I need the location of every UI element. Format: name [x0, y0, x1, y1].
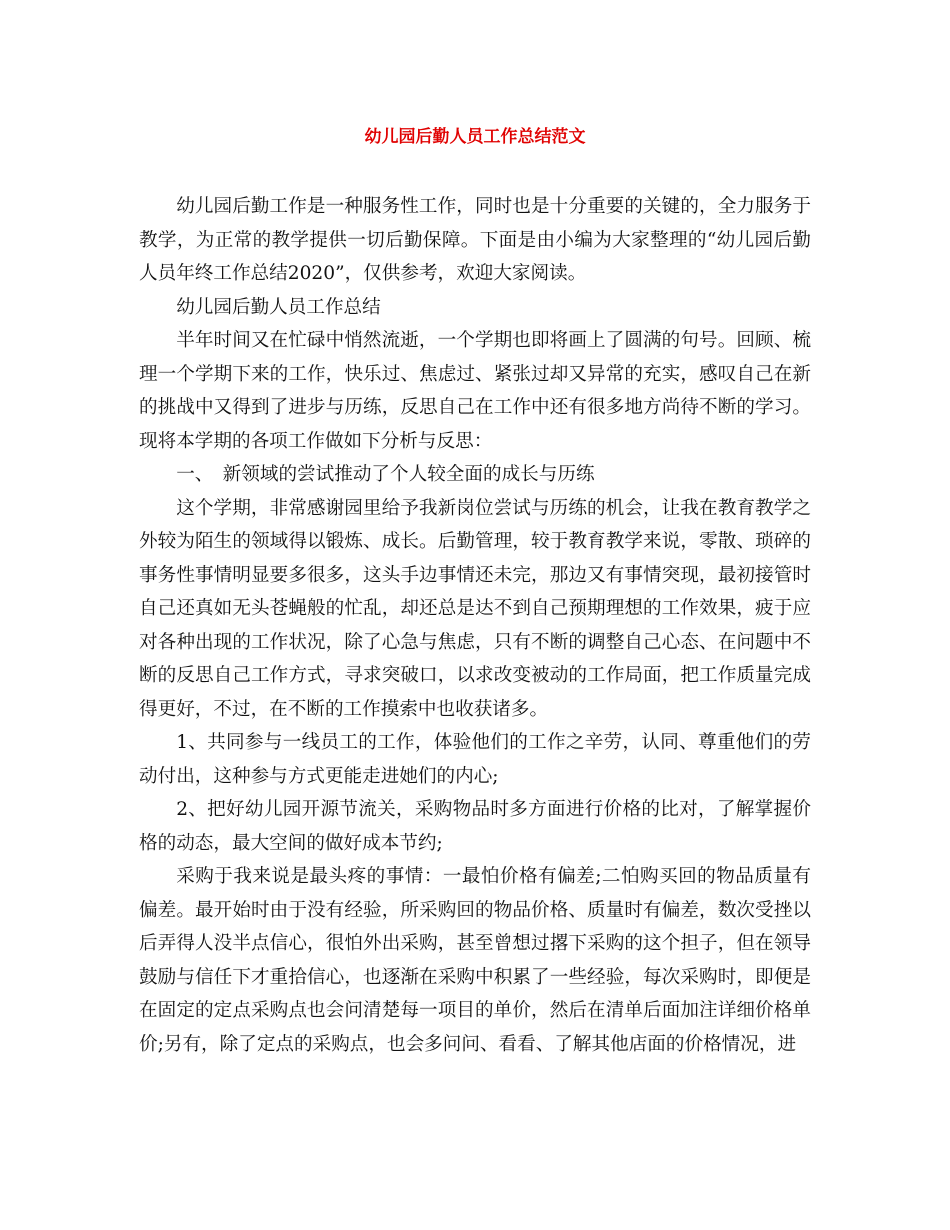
paragraph-subheading: 幼儿园后勤人员工作总结 [176, 296, 381, 318]
document-title: 幼儿园后勤人员工作总结范文 [364, 127, 586, 147]
paragraph-new-role: 这个学期，非常感谢园里给予我新岗位尝试与历练的机会，让我在教育教学之外较为陌生的领域得以锻炼、成长。后勤管理，较于教育教学来说，零散、琐碎的事务性事情明显要多很多，这头手边事情还未完，那边又有事情突现，最初接管时自己还真如无头苍蝇般的忙乱，却还总是达不到自己预期理想的工作效果，疲于应对各种出现的工作状况，除了心急与焦虑，只有不断的调整自己心态、在问题中不断的反思自己工作方式，寻求突破口，以求改变被动的工作局面，把工作质量完成得更好，不过，在不断的工作摸索中也收获诸多。 [139, 497, 811, 720]
paragraph-point-1: 1、共同参与一线员工的工作，体验他们的工作之辛劳，认同、尊重他们的劳动付出，这种参与方式更能走进她们的内心; [139, 732, 811, 787]
paragraph-purchasing: 采购于我来说是最头疼的事情：一最怕价格有偏差;二怕购买回的物品质量有偏差。最开始时由于没有经验，所采购回的物品价格、质量时有偏差，数次受挫以后弄得人没半点信心，很怕外出采购，甚至曾想过撂下采购的这个担子，但在领导鼓励与信任下才重拾信心，也逐渐在采购中积累了一些经验，每次采购时，即便是在固定的定点采购点也会问清楚每一项目的单价，然后在清单后面加注详细价格单价;另有，除了定点的采购点，也会多问问、看看、了解其他店面的价格情况，进 [139, 866, 811, 1055]
paragraph-section-heading-1: 一、 新领域的尝试推动了个人较全面的成长与历练 [176, 464, 595, 485]
paragraph-review: 半年时间又在忙碌中悄然流逝，一个学期也即将画上了圆满的句号。回顾、梳理一个学期下来的工作，快乐过、焦虑过、紧张过却又异常的充实，感叹自己在新的挑战中又得到了进步与历练，反思自己在工作中还有很多地方尚待不断的学习。现将本学期的各项工作做如下分析与反思： [139, 330, 811, 452]
paragraph-point-2: 2、把好幼儿园开源节流关，采购物品时多方面进行价格的比对，了解掌握价格的动态，最大空间的做好成本节约; [139, 799, 811, 854]
document-body [139, 190, 811, 1061]
paragraph-intro: 幼儿园后勤工作是一种服务性工作，同时也是十分重要的关键的，全力服务于教学，为正常的教学提供一切后勤保障。下面是由小编为大家整理的“幼儿园后勤人员年终工作总结2020”，仅供参考，欢迎大家阅读。 [139, 196, 811, 284]
